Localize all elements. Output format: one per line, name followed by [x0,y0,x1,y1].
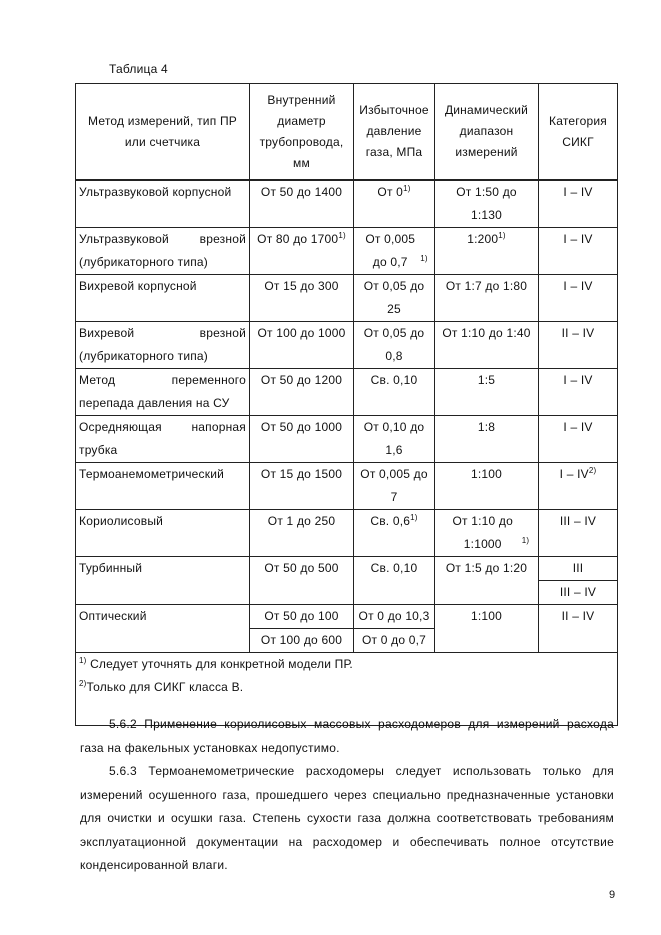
cell-pressure [354,180,435,228]
table-row [76,510,618,557]
pressure-value: От 0,005 до 0,7 [365,232,416,269]
cell-category: I – IV [539,275,618,322]
cell-method: Термоанемометрический [76,463,250,510]
cell-category: I – IV [539,180,618,228]
cell-category: II – IV [539,605,618,653]
range-value: От 1:10 до 1:1000 [452,514,513,551]
cell-pressure [354,228,435,275]
cell-range: От 1:7 до 1:80 [435,275,539,322]
category-value: I – IV [559,467,589,481]
footnote-marker: 1) [79,656,87,665]
cell-pressure: От 0,05 до 25 [354,275,435,322]
paragraph-5-6-2: 5.6.2 Применение кориолисовых массовых расходомеров для измерений расхода газа на факельных установках недопустимо. [80,717,614,755]
table-row [76,416,618,463]
cell-method: Кориолисовый [76,510,250,557]
cell-diameter: От 50 до 100 [250,605,354,629]
cell-diameter: От 50 до 1000 [250,416,354,463]
cell-range: 1:100 [435,605,539,653]
footnote-text: Следует уточнять для конкретной модели ПР. [90,657,353,671]
cell-category: I – IV [539,369,618,416]
cell-method: Турбинный [76,557,250,605]
table-row [76,605,618,629]
footnote-marker: 2) [79,679,87,688]
footnote-marker: 1) [420,254,428,263]
cell-diameter: От 15 до 1500 [250,463,354,510]
cell-diameter: От 50 до 1200 [250,369,354,416]
measurement-methods-table [75,83,618,726]
table-row [76,322,618,369]
cell-pressure [354,510,435,557]
footnote-marker: 1) [521,536,530,545]
table-header-row [76,84,618,181]
table-row [76,557,618,581]
cell-method: Вихревой врезной (лубрикаторного типа) [76,322,250,369]
table-row [76,369,618,416]
pressure-value: От 0 [377,185,404,199]
header-diameter: Внутренний диаметр трубопровода, мм [250,84,354,181]
table-row [76,228,618,275]
footnote-text: Только для СИКГ класса В. [86,680,244,694]
cell-method: Ультразвуковой корпусной [76,180,250,228]
header-range: Динамический диапазон измерений [435,84,539,181]
cell-category: III – IV [539,581,618,605]
header-method: Метод измерений, тип ПР или счетчика [76,84,250,181]
cell-range: 1:5 [435,369,539,416]
cell-pressure: Св. 0,10 [354,557,435,605]
cell-category: II – IV [539,322,618,369]
table-caption: Таблица 4 [109,62,168,76]
cell-diameter: От 100 до 1000 [250,322,354,369]
cell-range: 1:100 [435,463,539,510]
table-row [76,180,618,228]
cell-pressure: От 0,10 до 1,6 [354,416,435,463]
footnote [79,653,614,676]
cell-pressure: Св. 0,10 [354,369,435,416]
cell-category: III [539,557,618,581]
page-number: 9 [609,889,616,901]
cell-diameter: От 50 до 1400 [250,180,354,228]
cell-method: Осредняющая напорная трубка [76,416,250,463]
header-category: Категория СИКГ [539,84,618,181]
cell-diameter: От 15 до 300 [250,275,354,322]
cell-range: От 1:5 до 1:20 [435,557,539,605]
footnote-marker: 1) [410,513,418,522]
footnote-marker: 1) [338,231,346,240]
table-row [76,275,618,322]
cell-method: Вихревой корпусной [76,275,250,322]
footnote-marker: 1) [498,231,506,240]
paragraph-5-6-3: 5.6.3 Термоанемометрические расходомеры следует использовать только для измерений осушенного газа, прошедшего через специально предназначенные установки для очистки и осушки газа. Степень сухости газа должна соответствовать требованиям эксплуатационной документации на расходомер и обеспечивать полное отсутствие конденсированной влаги. [80,764,614,872]
cell-pressure: От 0 до 0,7 [354,629,435,653]
cell-category: III – IV [539,510,618,557]
cell-category: I – IV [539,228,618,275]
footnote-marker: 1) [403,184,411,193]
cell-category: I – IV [539,416,618,463]
cell-diameter: От 50 до 500 [250,557,354,605]
footnote-marker: 2) [588,466,597,475]
cell-range: От 1:10 до 1:40 [435,322,539,369]
cell-method: Ультразвуковой врезной (лубрикаторного типа) [76,228,250,275]
cell-range: 1:8 [435,416,539,463]
cell-pressure: От 0 до 10,3 [354,605,435,629]
range-value: 1:200 [467,232,499,246]
cell-range [435,510,539,557]
table-row [76,463,618,510]
cell-pressure: От 0,005 до 7 [354,463,435,510]
cell-range [435,228,539,275]
diameter-value: От 80 до 1700 [257,232,339,246]
cell-diameter [250,228,354,275]
cell-diameter: От 100 до 600 [250,629,354,653]
cell-method: Оптический [76,605,250,653]
cell-category [539,463,618,510]
header-pressure: Избыточное давление газа, МПа [354,84,435,181]
range-value: От 1:50 до 1:130 [456,185,517,222]
cell-pressure: От 0,05 до 0,8 [354,322,435,369]
cell-range [435,180,539,228]
pressure-value: Св. 0,6 [370,514,411,528]
cell-method: Метод переменного перепада давления на СУ [76,369,250,416]
cell-diameter: От 1 до 250 [250,510,354,557]
footnote [79,676,614,699]
